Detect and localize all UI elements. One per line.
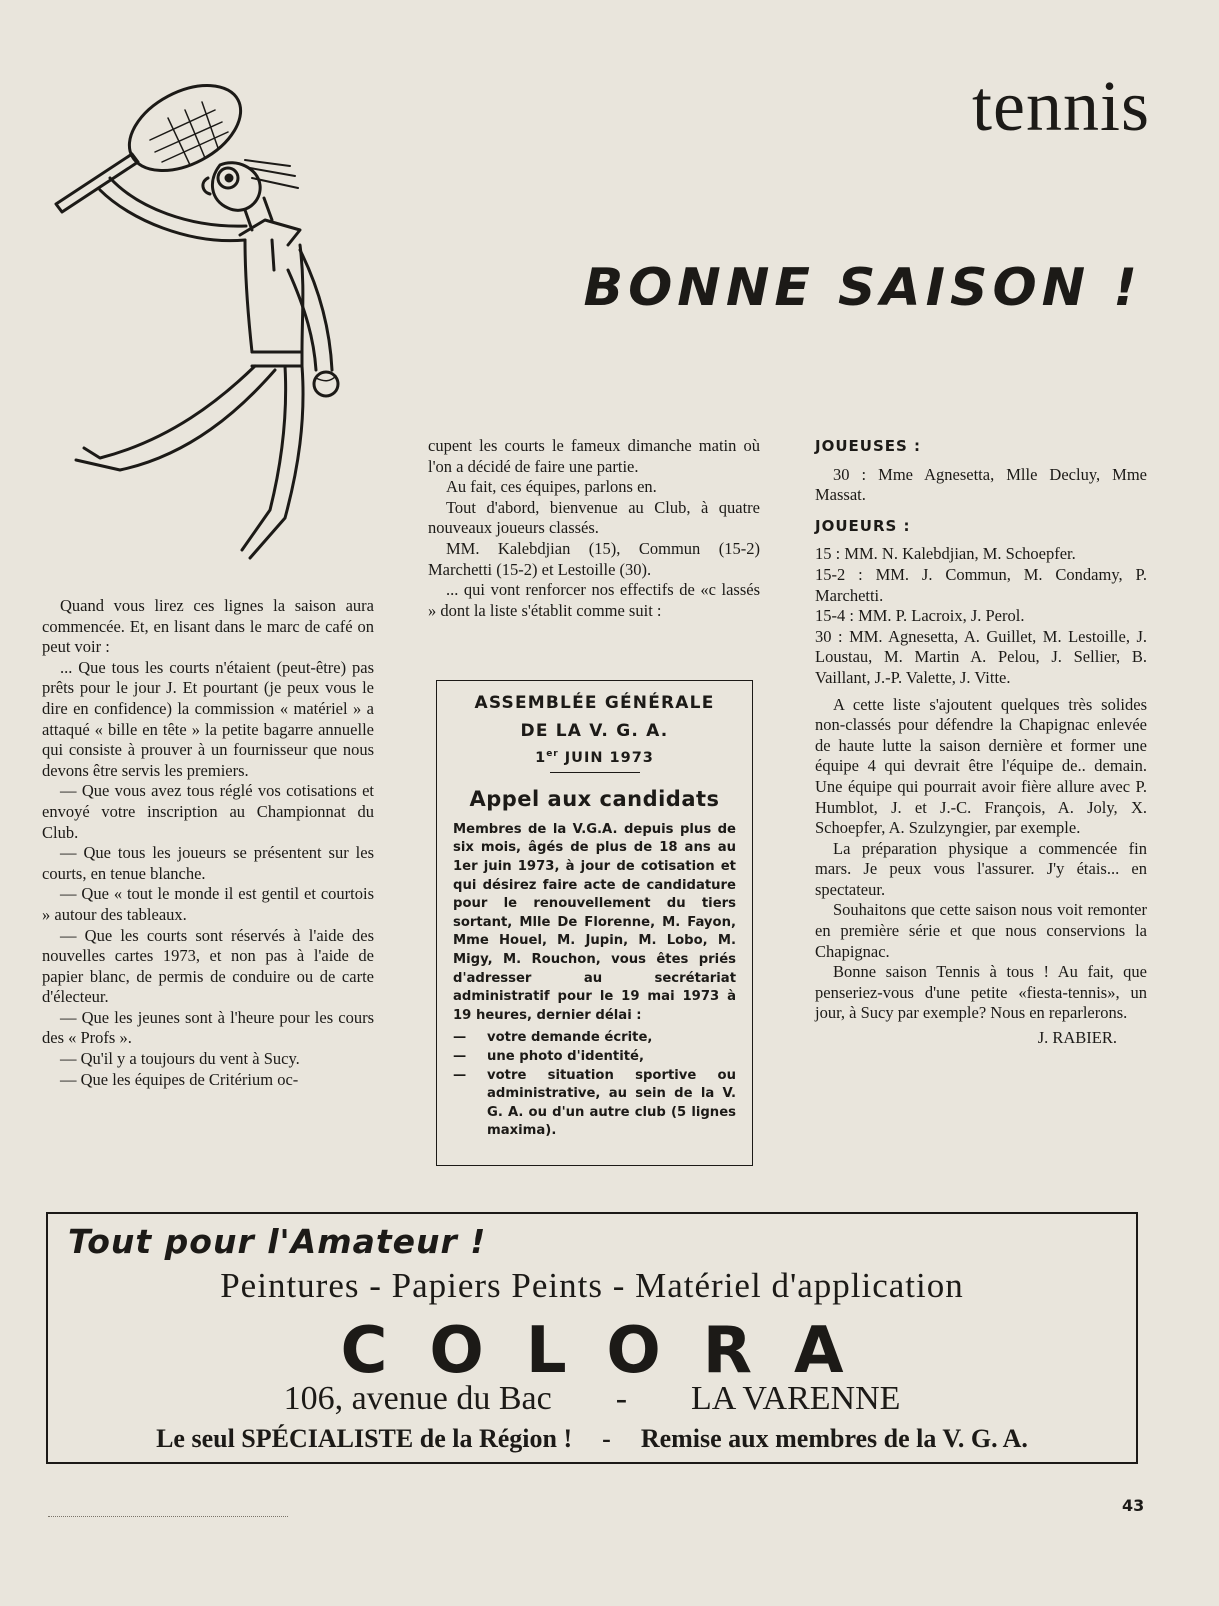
article-column-3: [815, 436, 1147, 1049]
general-assembly-notice: [436, 680, 753, 1166]
ad-tagline-right: Remise aux membres de la V. G. A.: [640, 1424, 1028, 1453]
notice-date: 1er JUIN 1973: [535, 749, 654, 766]
paragraph: Tout d'abord, bienvenue au Club, à quatre nouveaux joueurs classés.: [428, 497, 760, 538]
paragraph: La préparation physique a commencée fin mars. Je peux vous l'assurer. J'y étais... en spectateur.: [815, 838, 1147, 899]
notice-title-line1: ASSEMBLÉE GÉNÉRALE: [474, 693, 715, 713]
paragraph: ... Que tous les courts n'étaient (peut-être) pas prêts pour le jour J. Et pourtant (je peux vous le dire en confidence) la commission « matériel » a attaqué « bille en tête » la petite bagarre annuelle qui consiste à prouver à un fournisseur que nous devons être servis les premiers.: [42, 657, 374, 780]
paragraph: — Que « tout le monde il est gentil et courtois » autour des tableaux.: [42, 884, 374, 924]
ranking-line: 15 : MM. N. Kalebdjian, M. Schoepfer.: [815, 544, 1076, 564]
racket-strings: [150, 102, 228, 165]
notice-body: Membres de la V.G.A. depuis plus de six mois, âgés de plus de 18 ans au 1er juin 1973, à jour de cotisation et qui désirez faire acte de candidature pour le renouvellement du tiers sortant, Mlle De Florenne, M. Fayon, Mme Houel, M. Jupin, M. Lobo, M. Migy, M. Rouchon, vous êtes priés d'adresser au secrétariat administratif pour le 19 mai 1973 à 19 heures, dernier délai :: [453, 821, 736, 1023]
ad-products: Peintures - Papiers Peints - Matériel d'application: [220, 1266, 964, 1305]
article-column-2: [428, 436, 760, 621]
headline: BONNE SAISON !: [583, 258, 1142, 318]
paragraph: — Que les jeunes sont à l'heure pour les cours des « Profs ».: [42, 1007, 374, 1048]
notice-subtitle: Appel aux candidats: [469, 786, 720, 811]
paragraph: Bonne saison Tennis à tous ! Au fait, que penseriez-vous d'une petite «fiesta-tennis», un jour, à Sucy par exemple? Nous en reparlerons.: [815, 962, 1147, 1023]
list-item: — votre situation sportive ou administrative, au sein de la V. G. A. ou d'un autre club (5 lignes maxima).: [453, 1067, 736, 1139]
ad-address-row: [48, 1380, 1136, 1418]
ad-brand: COLORA: [340, 1314, 886, 1388]
paragraph: A cette liste s'ajoutent quelques très solides non-classés pour défendre la Chapignac enlevée de haute lutte la saison dernière et former une équipe 4 qui devrait être l'équipe de.. demain. Une équipe qui pourrait avoir fière allure avec P. Humblot, J. et J.-C. François, A. Joly, X. Schoepfer, A. Szulzyngier, par exemple.: [815, 694, 1147, 838]
tennis-ball: [314, 372, 338, 396]
paragraph: ... qui vont renforcer nos effectifs de «c lassés » dont la liste s'établit comme suit :: [428, 580, 760, 620]
ad-tagline-separator: -: [602, 1424, 611, 1453]
page-number: 43: [1122, 1496, 1145, 1515]
ad-tagline-row: [48, 1424, 1136, 1454]
paragraph: cupent les courts le fameux dimanche matin où l'on a décidé de faire une partie.: [428, 436, 760, 476]
paragraph: — Que les équipes de Critérium oc-: [60, 1069, 299, 1089]
section-title: tennis: [972, 66, 1150, 146]
notice-title-line2: DE LA V. G. A.: [520, 721, 669, 741]
head: [212, 163, 260, 211]
ranking-line: 15-4 : MM. P. Lacroix, J. Perol.: [815, 606, 1025, 626]
footer-rule: [48, 1516, 288, 1517]
ad-slogan: Tout pour l'Amateur !: [68, 1222, 487, 1261]
racket-handle: [56, 154, 138, 212]
paragraph: Quand vous lirez ces lignes la saison aura commencée. Et, en lisant dans le marc de café on peut voir :: [42, 596, 374, 657]
tennis-player-cartoon-icon: [40, 70, 360, 570]
ranking-line: 30 : MM. Agnesetta, A. Guillet, M. Lestoille, J. Loustau, M. Martin A. Pelou, J. Sellier, B. Vaillant, J.-P. Valette, J. Vitte.: [815, 626, 1147, 687]
ad-tagline-left: Le seul SPÉCIALISTE de la Région !: [156, 1424, 573, 1453]
joueurs-heading: JOUEURS :: [815, 516, 911, 535]
joueuses-heading: JOUEUSES :: [815, 437, 922, 455]
speed-lines: [245, 160, 298, 188]
notice-requirements-list: [453, 1029, 736, 1141]
ad-address: 106, avenue du Bac: [283, 1380, 552, 1417]
ad-separator: -: [615, 1380, 628, 1417]
ad-city: LA VARENNE: [691, 1380, 901, 1417]
colora-advertisement: [46, 1212, 1138, 1464]
list-item: — votre demande écrite,: [453, 1030, 653, 1046]
signature: J. RABIER.: [1037, 1028, 1117, 1048]
list-item: — une photo d'identité,: [453, 1048, 645, 1064]
divider: [550, 772, 640, 773]
leg-right: [242, 366, 286, 550]
leg-left: [84, 366, 255, 458]
paragraph: — Que vous avez tous réglé vos cotisations et envoyé votre inscription au Championnat du Club.: [42, 781, 374, 842]
paragraph: — Que tous les joueurs se présentent sur les courts, en tenue blanche.: [42, 843, 374, 883]
article-column-1: [42, 596, 374, 1090]
paragraph: — Qu'il y a toujours du vent à Sucy.: [60, 1049, 300, 1069]
paragraph: — Que les courts sont réservés à l'aide des nouvelles cartes 1973, et non pas à l'aide de papier blanc, de permis de conduire ou de carte d'électeur.: [42, 925, 374, 1007]
ranking-line: 15-2 : MM. J. Commun, M. Condamy, P. Marchetti.: [815, 564, 1147, 605]
paragraph: MM. Kalebdjian (15), Commun (15-2) Marchetti (15-2) et Lestoille (30).: [428, 538, 760, 579]
paragraph: Souhaitons que cette saison nous voit remonter en première série et que nous conservions la Chapignac.: [815, 900, 1147, 961]
ranking-line: 30 : Mme Agnesetta, Mlle Decluy, Mme Massat.: [815, 464, 1147, 505]
paragraph: Au fait, ces équipes, parlons en.: [446, 477, 657, 497]
